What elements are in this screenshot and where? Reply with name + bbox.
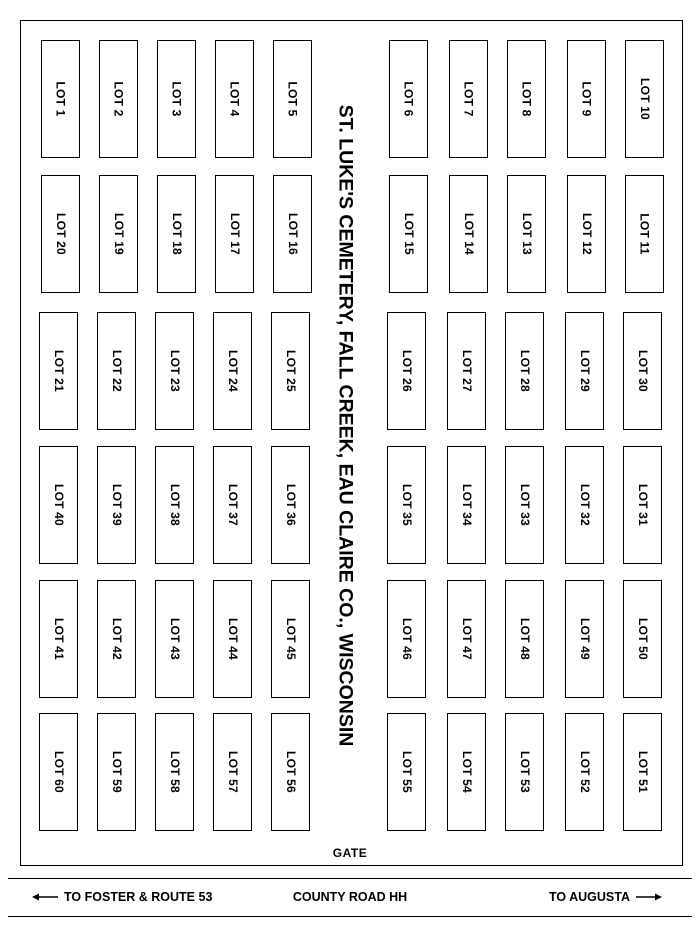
lot-53 — [505, 713, 544, 831]
lot-label: LOT 50 — [635, 618, 650, 660]
lot-label: LOT 11 — [637, 213, 652, 255]
lot-label: LOT 17 — [227, 213, 242, 255]
lot-label: LOT 29 — [577, 350, 592, 392]
lot-label: LOT 54 — [459, 751, 474, 793]
lot-label: LOT 53 — [517, 751, 532, 793]
lot-51 — [623, 713, 662, 831]
lot-label: LOT 14 — [461, 213, 476, 255]
map-title: ST. LUKE'S CEMETERY, FALL CREEK, EAU CLAIRE CO., WISCONSIN — [334, 104, 357, 746]
title-container — [325, 40, 365, 810]
lot-13 — [507, 175, 546, 293]
lot-label: LOT 52 — [577, 751, 592, 793]
lot-label: LOT 43 — [167, 618, 182, 660]
lot-label: LOT 33 — [517, 484, 532, 526]
lot-label: LOT 41 — [51, 618, 66, 660]
lot-33 — [505, 446, 544, 564]
lot-29 — [565, 312, 604, 430]
lot-50 — [623, 580, 662, 698]
lot-58 — [155, 713, 194, 831]
lot-label: LOT 6 — [401, 81, 416, 117]
road-edge-top — [8, 878, 692, 879]
lot-label: LOT 19 — [111, 213, 126, 255]
lot-label: LOT 25 — [283, 350, 298, 392]
lot-label: LOT 45 — [283, 618, 298, 660]
lot-label: LOT 31 — [635, 484, 650, 526]
lot-17 — [215, 175, 254, 293]
lot-label: LOT 40 — [51, 484, 66, 526]
road-center-label: COUNTY ROAD HH — [292, 890, 408, 904]
lot-label: LOT 49 — [577, 618, 592, 660]
lot-31 — [623, 446, 662, 564]
gate-label: GATE — [332, 846, 368, 860]
road-direction-right — [549, 890, 662, 904]
lot-label: LOT 10 — [637, 78, 652, 120]
lot-15 — [389, 175, 428, 293]
lot-label: LOT 32 — [577, 484, 592, 526]
lot-59 — [97, 713, 136, 831]
lot-label: LOT 51 — [635, 751, 650, 793]
lot-57 — [213, 713, 252, 831]
lot-20 — [41, 175, 80, 293]
lot-27 — [447, 312, 486, 430]
lot-36 — [271, 446, 310, 564]
lot-2 — [99, 40, 138, 158]
road-name — [293, 890, 407, 904]
lot-label: LOT 44 — [225, 618, 240, 660]
lot-30 — [623, 312, 662, 430]
lot-52 — [565, 713, 604, 831]
lot-label: LOT 18 — [169, 213, 184, 255]
lot-26 — [387, 312, 426, 430]
lot-60 — [39, 713, 78, 831]
lot-12 — [567, 175, 606, 293]
lot-label: LOT 48 — [517, 618, 532, 660]
road-direction-left — [32, 890, 212, 904]
lot-9 — [567, 40, 606, 158]
lot-42 — [97, 580, 136, 698]
lot-label: LOT 27 — [459, 350, 474, 392]
lot-43 — [155, 580, 194, 698]
lot-label: LOT 26 — [399, 350, 414, 392]
lot-35 — [387, 446, 426, 564]
lot-38 — [155, 446, 194, 564]
lot-label: LOT 46 — [399, 618, 414, 660]
lot-4 — [215, 40, 254, 158]
lot-45 — [271, 580, 310, 698]
road-left-label: TO FOSTER & ROUTE 53 — [64, 890, 213, 904]
lot-label: LOT 2 — [111, 81, 126, 117]
lot-label: LOT 20 — [53, 213, 68, 255]
lot-label: LOT 47 — [459, 618, 474, 660]
lot-label: LOT 23 — [167, 350, 182, 392]
lot-19 — [99, 175, 138, 293]
lot-1 — [41, 40, 80, 158]
lot-44 — [213, 580, 252, 698]
lot-55 — [387, 713, 426, 831]
lot-label: LOT 7 — [461, 81, 476, 117]
lot-label: LOT 28 — [517, 350, 532, 392]
lot-label: LOT 57 — [225, 751, 240, 793]
lot-label: LOT 55 — [399, 751, 414, 793]
arrow-left-icon — [32, 892, 58, 902]
lot-21 — [39, 312, 78, 430]
lot-40 — [39, 446, 78, 564]
lot-14 — [449, 175, 488, 293]
lot-label: LOT 59 — [109, 751, 124, 793]
lot-label: LOT 13 — [519, 213, 534, 255]
lot-32 — [565, 446, 604, 564]
lot-label: LOT 15 — [401, 213, 416, 255]
lot-34 — [447, 446, 486, 564]
lot-56 — [271, 713, 310, 831]
lot-label: LOT 3 — [169, 81, 184, 117]
lot-47 — [447, 580, 486, 698]
lot-28 — [505, 312, 544, 430]
lot-7 — [449, 40, 488, 158]
lot-37 — [213, 446, 252, 564]
road-edge-bottom — [8, 916, 692, 917]
lot-label: LOT 38 — [167, 484, 182, 526]
lot-label: LOT 36 — [283, 484, 298, 526]
lot-label: LOT 4 — [227, 81, 242, 117]
lot-label: LOT 42 — [109, 618, 124, 660]
lot-41 — [39, 580, 78, 698]
road-right-label: TO AUGUSTA — [548, 890, 630, 904]
lot-label: LOT 56 — [283, 751, 298, 793]
lot-label: LOT 12 — [579, 213, 594, 255]
lot-23 — [155, 312, 194, 430]
lot-46 — [387, 580, 426, 698]
lot-22 — [97, 312, 136, 430]
lot-49 — [565, 580, 604, 698]
lot-10 — [625, 40, 664, 158]
lot-16 — [273, 175, 312, 293]
lot-8 — [507, 40, 546, 158]
lot-label: LOT 9 — [579, 81, 594, 117]
lot-25 — [271, 312, 310, 430]
lot-label: LOT 16 — [285, 213, 300, 255]
lot-label: LOT 22 — [109, 350, 124, 392]
lot-label: LOT 21 — [51, 350, 66, 392]
lot-label: LOT 1 — [53, 81, 68, 117]
arrow-right-icon — [636, 892, 662, 902]
lot-label: LOT 60 — [51, 751, 66, 793]
lot-label: LOT 39 — [109, 484, 124, 526]
lot-54 — [447, 713, 486, 831]
lot-6 — [389, 40, 428, 158]
lot-label: LOT 8 — [519, 81, 534, 117]
lot-label: LOT 5 — [285, 81, 300, 117]
lot-label: LOT 58 — [167, 751, 182, 793]
lot-18 — [157, 175, 196, 293]
lot-label: LOT 37 — [225, 484, 240, 526]
lot-label: LOT 30 — [635, 350, 650, 392]
lot-label: LOT 34 — [459, 484, 474, 526]
lot-label: LOT 35 — [399, 484, 414, 526]
lot-48 — [505, 580, 544, 698]
lot-5 — [273, 40, 312, 158]
lot-24 — [213, 312, 252, 430]
lot-11 — [625, 175, 664, 293]
lot-label: LOT 24 — [225, 350, 240, 392]
lot-39 — [97, 446, 136, 564]
lot-3 — [157, 40, 196, 158]
